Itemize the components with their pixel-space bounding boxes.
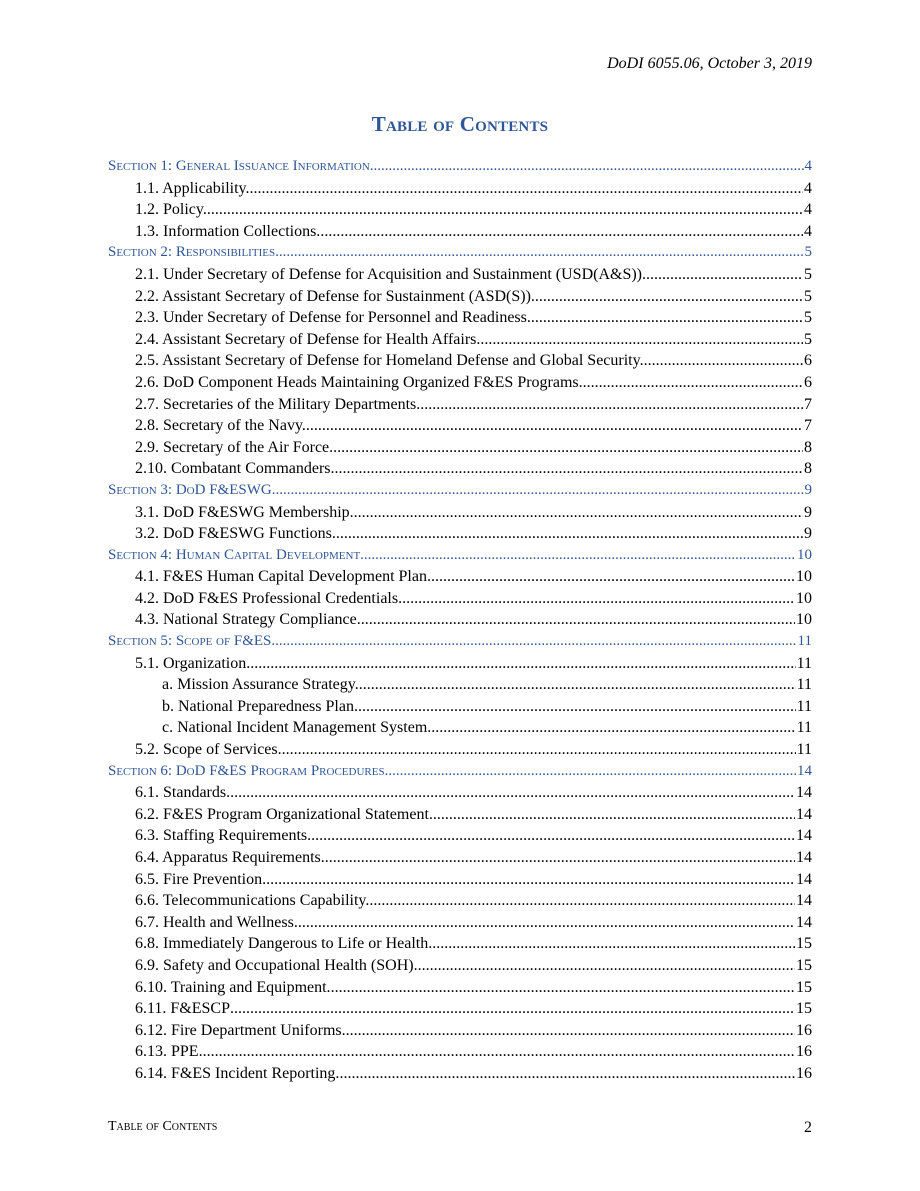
- toc-entry-link[interactable]: [108, 437, 812, 459]
- toc-page-number: 9: [804, 481, 812, 498]
- toc-entry-text: 4.3. National Strategy Compliance.: [135, 611, 361, 629]
- toc-page-number: 4: [804, 179, 812, 197]
- toc-entry-text: a. Mission Assurance Strategy.: [162, 676, 359, 694]
- toc-entry-text: 4.1. F&ES Human Capital Development Plan.: [135, 568, 431, 586]
- toc-entry-link[interactable]: [108, 653, 812, 675]
- toc-entry-link[interactable]: [108, 890, 812, 912]
- toc-page-number: 14: [797, 762, 812, 779]
- toc-entry-link[interactable]: [108, 847, 812, 869]
- toc-dot-leader: [583, 372, 803, 394]
- toc-dot-leader: [298, 912, 795, 934]
- toc-entry-text: b. National Preparedness Plan.: [162, 697, 358, 715]
- toc-page-number: 11: [796, 676, 812, 694]
- toc-entry-text: Section 4: Human Capital Development: [108, 546, 361, 563]
- toc-page-number: 6: [804, 373, 812, 391]
- toc-section-link[interactable]: [108, 545, 812, 567]
- toc-page-number: 9: [804, 525, 812, 543]
- toc-page-number: 15: [796, 1000, 812, 1018]
- toc-page-number: 7: [804, 395, 812, 413]
- toc-dot-leader: [306, 415, 803, 437]
- toc-entry-text: 2.4. Assistant Secretary of Defense for Health Affairs.: [135, 330, 481, 348]
- toc-entry-text: c. National Incident Management System.: [162, 719, 432, 737]
- toc-page-number: 8: [804, 460, 812, 478]
- toc-dot-leader: [333, 437, 803, 459]
- toc-entry-link[interactable]: [108, 394, 812, 416]
- toc-page-number: 16: [796, 1064, 812, 1082]
- toc-entry-link[interactable]: [108, 178, 812, 200]
- toc-entry-link[interactable]: [108, 955, 812, 977]
- toc-page-number: 15: [796, 978, 812, 996]
- toc-page-number: 14: [796, 892, 812, 910]
- toc-page-number: 5: [804, 244, 812, 261]
- toc-page-number: 11: [796, 654, 812, 672]
- toc-page-number: 16: [796, 1021, 812, 1039]
- toc-dot-leader: [250, 178, 803, 200]
- toc-dot-leader: [311, 825, 795, 847]
- toc-page-number: 14: [796, 827, 812, 845]
- toc-entry-text: Section 2: Responsibilities: [108, 244, 276, 261]
- toc-dot-leader: [335, 458, 803, 480]
- toc-dot-leader: [282, 739, 796, 761]
- toc-entry-link[interactable]: [108, 350, 812, 372]
- toc-entry-link[interactable]: [108, 1020, 812, 1042]
- toc-entry-link[interactable]: [108, 717, 812, 739]
- toc-page-number: 14: [796, 805, 812, 823]
- toc-entry-text: 5.2. Scope of Services.: [135, 741, 282, 759]
- toc-dot-leader: [320, 221, 803, 243]
- toc-dot-leader: [369, 890, 795, 912]
- toc-entry-text: 2.10. Combatant Commanders.: [135, 460, 335, 478]
- toc-entry-text: 2.2. Assistant Secretary of Defense for Sustainment (ASD(S)).: [135, 287, 535, 305]
- toc-section-link[interactable]: [108, 156, 812, 178]
- toc-page-number: 11: [796, 719, 812, 737]
- toc-entry-text: 2.7. Secretaries of the Military Departments.: [135, 395, 421, 413]
- toc-entry-text: 2.3. Under Secretary of Defense for Personnel and Readiness.: [135, 309, 531, 327]
- document-id-header: DoDI 6055.06, October 3, 2019: [607, 55, 812, 72]
- toc-entry-link[interactable]: [108, 415, 812, 437]
- toc-entry-text: Section 6: DoD F&ES Program Procedures: [108, 762, 385, 779]
- toc-dot-leader: [433, 804, 795, 826]
- toc-entry-link[interactable]: [108, 696, 812, 718]
- toc-entry-link[interactable]: [108, 869, 812, 891]
- toc-entry-text: 4.2. DoD F&ES Professional Credentials.: [135, 589, 403, 607]
- toc-dot-leader: [646, 264, 803, 286]
- toc-dot-leader: [266, 869, 795, 891]
- toc-entry-text: Section 5: Scope of F&ES: [108, 633, 272, 650]
- toc-dot-leader: [361, 609, 795, 631]
- toc-entry-link[interactable]: [108, 372, 812, 394]
- toc-section-link[interactable]: [108, 761, 812, 783]
- toc-page-number: 10: [796, 611, 812, 629]
- toc-dot-leader: [250, 653, 795, 675]
- toc-entry-link[interactable]: [108, 674, 812, 696]
- toc-entry-link[interactable]: [108, 804, 812, 826]
- toc-entry-text: 6.12. Fire Department Uniforms.: [135, 1021, 346, 1039]
- toc-page-number: 14: [796, 870, 812, 888]
- toc-page-number: 15: [796, 956, 812, 974]
- toc-entry-text: 3.2. DoD F&ESWG Functions.: [135, 525, 336, 543]
- toc-dot-leader: [420, 394, 803, 416]
- toc-section-link[interactable]: [108, 242, 812, 264]
- toc-page-number: 15: [796, 935, 812, 953]
- toc-entry-text: 1.2. Policy.: [135, 201, 207, 219]
- toc-dot-leader: [346, 1020, 795, 1042]
- toc-dot-leader: [325, 847, 795, 869]
- toc-entry-text: 1.1. Applicability.: [135, 179, 250, 197]
- toc-entry-link[interactable]: [108, 588, 812, 610]
- toc-entry-link[interactable]: [108, 1063, 812, 1085]
- toc-entry-text: 6.6. Telecommunications Capability.: [135, 892, 370, 910]
- toc-entry-text: 6.8. Immediately Dangerous to Life or Health.: [135, 935, 433, 953]
- toc-dot-leader: [418, 955, 795, 977]
- toc-dot-leader: [331, 977, 795, 999]
- toc-page-number: 4: [804, 222, 812, 240]
- toc-dot-leader: [230, 782, 795, 804]
- toc-page-number: 14: [796, 849, 812, 866]
- toc-dot-leader: [480, 329, 803, 351]
- toc-entry-link[interactable]: [108, 933, 812, 955]
- toc-page-number: 10: [796, 568, 812, 586]
- toc-page-number: 10: [797, 546, 812, 563]
- toc-entry-link[interactable]: [108, 264, 812, 286]
- toc-dot-leader: [336, 523, 803, 545]
- toc-entry-link[interactable]: [108, 307, 812, 329]
- toc-dot-leader: [431, 717, 795, 739]
- toc-page-number: 5: [804, 265, 812, 283]
- toc-dot-leader: [385, 761, 796, 783]
- toc-entry-text: 6.11. F&ESCP: [135, 1000, 230, 1018]
- toc-dot-leader: [432, 933, 795, 955]
- toc-entry-link[interactable]: [108, 977, 812, 999]
- toc-entry-link[interactable]: [108, 329, 812, 351]
- toc-dot-leader: [358, 696, 796, 718]
- toc-page-number: 6: [804, 352, 812, 370]
- toc-entry-link[interactable]: [108, 286, 812, 308]
- toc-entry-text: 2.8. Secretary of the Navy.: [135, 417, 306, 435]
- toc-dot-leader: [230, 998, 795, 1020]
- toc-page-number: 4: [804, 158, 812, 174]
- toc-dot-leader: [339, 1063, 795, 1085]
- toc-dot-leader: [402, 588, 795, 610]
- toc-entry-link[interactable]: [108, 458, 812, 480]
- toc-entry-text: 6.5. Fire Prevention.: [135, 870, 267, 888]
- toc-entry-link[interactable]: [108, 1041, 812, 1063]
- toc-entry-text: 6.7. Health and Wellness.: [135, 913, 298, 931]
- toc-entry-text: 6.13. PPE: [135, 1043, 199, 1061]
- toc-dot-leader: [359, 674, 796, 696]
- footer-section-label: Table of Contents: [108, 1119, 218, 1134]
- toc-dot-leader: [275, 242, 803, 264]
- toc-page-number: 11: [796, 741, 812, 759]
- toc-page-number: 9: [804, 503, 812, 521]
- toc-dot-leader: [531, 307, 803, 329]
- toc-entry-text: 6.2. F&ES Program Organizational Statement.: [135, 805, 433, 823]
- toc-entry-text: Section 1: General Issuance Information: [108, 158, 370, 174]
- toc-dot-leader: [199, 1041, 795, 1063]
- toc-entry-link[interactable]: [108, 523, 812, 545]
- toc-page-number: 16: [796, 1043, 812, 1061]
- toc-page-number: 14: [796, 913, 812, 931]
- toc-page-number: 11: [797, 633, 812, 650]
- toc-entry-link[interactable]: [108, 782, 812, 804]
- toc-page-number: 7: [804, 417, 812, 435]
- toc-section-link[interactable]: [108, 631, 812, 653]
- toc-entry-link[interactable]: [108, 998, 812, 1020]
- toc-dot-leader: [272, 480, 804, 502]
- toc-page-number: 11: [796, 697, 812, 715]
- toc-entry-link[interactable]: [108, 825, 812, 847]
- toc-page-number: 14: [796, 784, 812, 802]
- footer-page-number: 2: [804, 1119, 812, 1136]
- toc-entry-link[interactable]: [108, 221, 812, 243]
- toc-entry-text: 6.1. Standards.: [135, 784, 231, 802]
- toc-entry-text: 3.1. DoD F&ESWG Membership.: [135, 503, 354, 521]
- toc-entry-link[interactable]: [108, 912, 812, 934]
- toc-entry-link[interactable]: [108, 502, 812, 524]
- toc-page-number: 5: [804, 330, 812, 348]
- toc-entry-link[interactable]: [108, 566, 812, 588]
- toc-entry-text: Section 3: DoD F&ESWG: [108, 481, 272, 498]
- toc-dot-leader: [271, 631, 796, 653]
- toc-entry-text: 5.1. Organization.: [135, 654, 251, 672]
- page-title: Table of Contents: [371, 112, 549, 136]
- toc-dot-leader: [535, 286, 803, 308]
- toc-entry-text: 6.3. Staffing Requirements.: [135, 827, 312, 845]
- toc-dot-leader: [431, 566, 795, 588]
- toc-dot-leader: [370, 156, 804, 178]
- toc-entry-text: 2.5. Assistant Secretary of Defense for Homeland Defense and Global Security.: [135, 352, 644, 370]
- toc-entry-link[interactable]: [108, 739, 812, 761]
- toc-entry-text: 2.9. Secretary of the Air Force.: [135, 438, 334, 456]
- toc-entry-text: 2.1. Under Secretary of Defense for Acquisition and Sustainment (USD(A&S)).: [135, 265, 646, 283]
- toc-dot-leader: [644, 350, 803, 372]
- toc-section-link[interactable]: [108, 480, 812, 502]
- toc-entry-text: 6.9. Safety and Occupational Health (SOH).: [135, 956, 418, 974]
- toc-entry-text: 6.4. Apparatus Requirements.: [135, 849, 325, 866]
- toc-dot-leader: [354, 502, 803, 524]
- toc-dot-leader: [207, 199, 803, 221]
- toc-entry-link[interactable]: [108, 199, 812, 221]
- toc-page-number: 4: [804, 201, 812, 219]
- toc-entry-text: 6.10. Training and Equipment.: [135, 978, 331, 996]
- toc-page-number: 5: [804, 287, 812, 305]
- toc-entry-text: 1.3. Information Collections.: [135, 222, 321, 240]
- toc-entry-link[interactable]: [108, 609, 812, 631]
- toc-page-number: 10: [796, 589, 812, 607]
- toc-entry-text: 2.6. DoD Component Heads Maintaining Organized F&ES Programs.: [135, 373, 583, 391]
- toc-page-number: 5: [804, 309, 812, 327]
- toc-dot-leader: [360, 545, 796, 567]
- toc-page-number: 8: [804, 438, 812, 456]
- table-of-contents: [108, 156, 812, 1085]
- toc-entry-text: 6.14. F&ES Incident Reporting.: [135, 1064, 340, 1082]
